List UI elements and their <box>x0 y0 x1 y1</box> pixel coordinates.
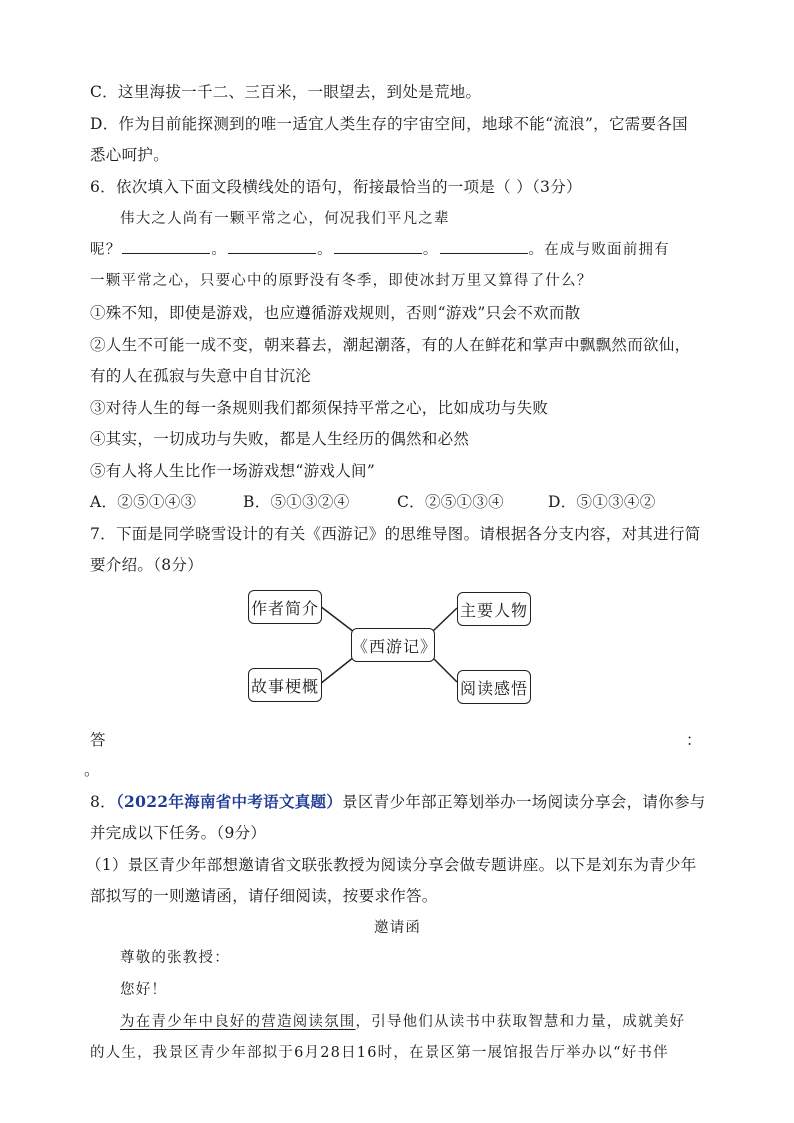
letter-body-2: 的人生，我景区青少年部拟于6月28日16时，在景区第一展馆报告厅举办以“好书伴 <box>90 1045 669 1061</box>
answer-label: 答 <box>90 731 106 749</box>
mindmap-author-box: 作者简介 <box>248 590 322 624</box>
sentence-5: ⑤有人将人生比作一场游戏想“游戏人间” <box>90 462 376 480</box>
option-d-cont: 悉心呵护。 <box>90 146 170 164</box>
question-7: 7．下面是同学晓雪设计的有关《西游记》的思维导图。请根据各分支内容，对其进行简 <box>90 525 701 543</box>
letter-greeting: 您好！ <box>120 982 168 998</box>
option-d-line: D．作为目前能探测到的唯一适宜人类生存的宇宙空间，地球不能“流浪”，它需要各国 <box>90 115 688 133</box>
question-8-number: 8． <box>90 793 116 811</box>
passage-line-3: 一颗平常之心，只要心中的原野没有冬季，即使冰封万里又算得了什么？ <box>90 273 593 289</box>
underlined-phrase: 为在青少年中良好的营造阅读氛围 <box>120 1014 356 1030</box>
sentence-2-cont: 有的人在孤寂与失意中自甘沉沦 <box>90 367 312 385</box>
choice-b: B．⑤①③②④ <box>243 493 350 511</box>
question-8 <box>90 790 706 812</box>
sentence-4: ④其实，一切成功与失败，都是人生经历的偶然和必然 <box>90 430 470 448</box>
mindmap-characters-box: 主要人物 <box>457 592 531 626</box>
question-6: 6．依次填入下面文段横线处的语句，衔接最恰当的一项是（ ）（3分） <box>90 178 582 196</box>
passage-line-1: 伟大之人尚有一颗平常之心，何况我们平凡之辈 <box>120 211 450 227</box>
question-8-source: （2022年海南省中考语文真题） <box>115 792 343 811</box>
answer-period: 。 <box>84 761 100 779</box>
sentence-1: ①殊不知，即使是游戏，也应遵循游戏规则，否则“游戏”只会不欢而散 <box>90 304 581 322</box>
mindmap-story-box: 故事梗概 <box>248 668 322 702</box>
mindmap-reflection-box: 阅读感悟 <box>457 670 531 704</box>
option-c-line: C．这里海拔一千二、三百米，一眼望去，到处是荒地。 <box>90 83 482 101</box>
letter-salutation: 尊敬的张教授： <box>120 950 230 966</box>
question-8-1: （1）景区青少年部想邀请省文联张教授为阅读分享会做专题讲座。以下是刘东为青少年 <box>86 856 697 874</box>
separator: 。 <box>317 242 333 258</box>
passage-end: 在成与败面前拥有 <box>544 242 670 258</box>
sentence-2: ②人生不可能一成不变，朝来暮去，潮起潮落，有的人在鲜花和掌声中飘飘然而欲仙， <box>90 336 691 354</box>
question-8-1-cont: 部拟写的一则邀请函，请仔细阅读，按要求作答。 <box>90 887 438 905</box>
question-8-text: 景区青少年部正筹划举办一场阅读分享会，请你参与 <box>342 793 706 811</box>
separator: 。 <box>528 242 545 258</box>
separator: 。 <box>211 242 228 258</box>
choice-d: D．⑤①③④② <box>548 493 656 511</box>
answer-colon: ： <box>686 731 702 749</box>
letter-body-1 <box>120 1010 685 1031</box>
letter-title: 邀请函 <box>374 920 422 936</box>
question-7-cont: 要介绍。（8分） <box>90 556 204 574</box>
choice-c: C．②⑤①③④ <box>397 493 504 511</box>
question-8-cont: 并完成以下任务。（9分） <box>90 824 267 842</box>
letter-body-1-rest: ，引导他们从读书中获取智慧和力量，成就美好 <box>355 1014 686 1030</box>
sentence-3: ③对待人生的每一条规则我们都须保持平常之心，比如成功与失败 <box>90 399 549 417</box>
passage-start: 呢？ <box>90 242 122 258</box>
separator: 。 <box>422 242 439 258</box>
mindmap-center-box: 《西游记》 <box>351 628 435 662</box>
choice-a: A．②⑤①④③ <box>90 493 197 511</box>
